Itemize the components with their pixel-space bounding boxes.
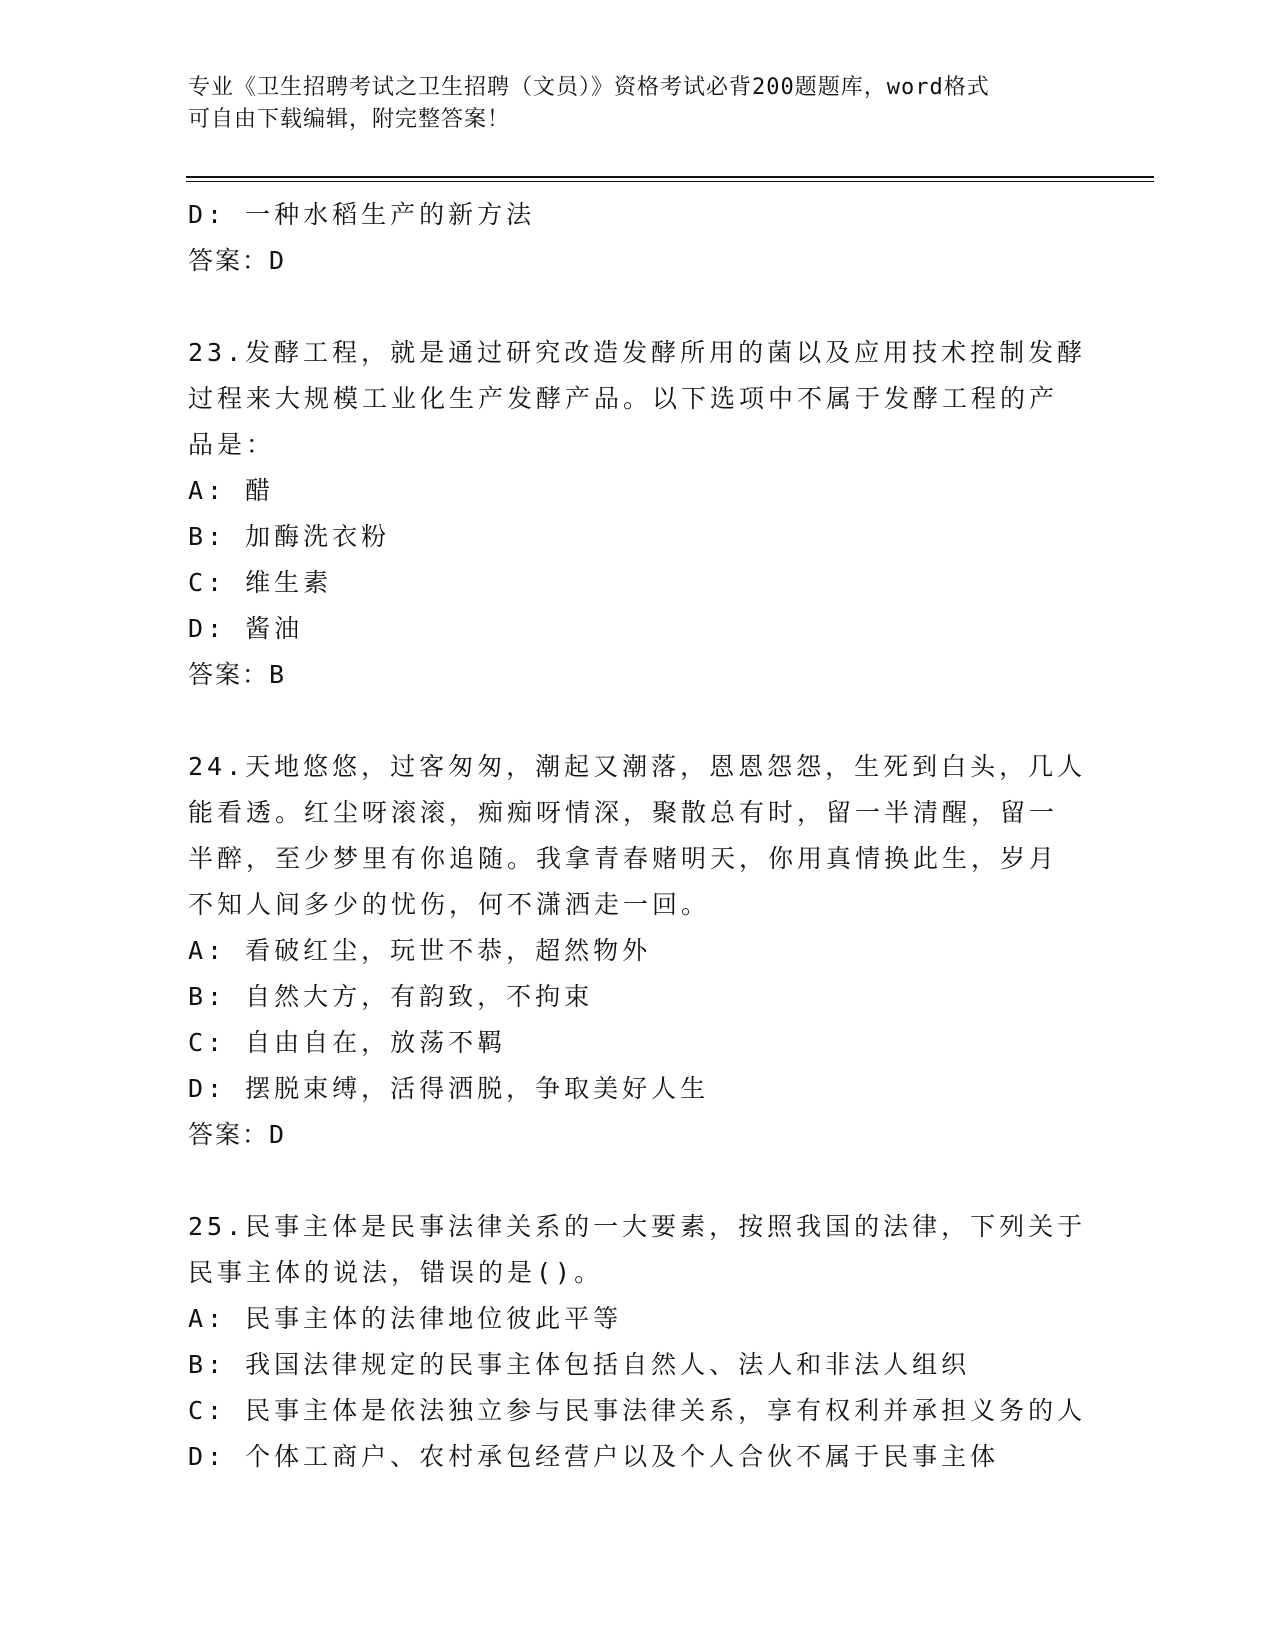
question-23 (188, 330, 1087, 698)
header-line-2: 可自由下载编辑，附完整答案！ (188, 107, 511, 132)
question-stem-line: 品是： (188, 430, 276, 459)
option-b: B: 自然大方，有韵致，不拘束 (188, 982, 594, 1011)
question-stem-line: 过程来大规模工业化生产发酵产品。以下选项中不属于发酵工程的产 (188, 384, 1059, 413)
answer-line: 答案：D (188, 246, 287, 275)
question-stem-line: 25.民事主体是民事法律关系的一大要素，按照我国的法律，下列关于 (188, 1212, 1087, 1241)
question-stem-line: 不知人间多少的忧伤，何不潇洒走一回。 (188, 890, 711, 919)
question-stem-line: 24.天地悠悠，过客匆匆，潮起又潮落，恩恩怨怨，生死到白头，几人 (188, 752, 1087, 781)
option-c: C: 民事主体是依法独立参与民事法律关系，享有权利并承担义务的人 (188, 1396, 1087, 1425)
option-d: D: 摆脱束缚，活得洒脱，争取美好人生 (188, 1074, 710, 1103)
header-line-1: 专业《卫生招聘考试之卫生招聘（文员）》资格考试必背200题题库，word格式 (188, 75, 990, 100)
header-divider-thick (186, 176, 1154, 178)
option-a: A: 民事主体的法律地位彼此平等 (188, 1304, 623, 1333)
option-a: A: 看破红尘，玩世不恭，超然物外 (188, 936, 652, 965)
question-stem-line: 民事主体的说法，错误的是()。 (188, 1258, 604, 1287)
answer-line: 答案：B (188, 660, 287, 689)
option-c: C: 自由自在，放荡不羁 (188, 1028, 507, 1057)
option-a: A: 醋 (188, 476, 275, 505)
option-d: D: 酱油 (188, 614, 304, 643)
option-d: D: 一种水稻生产的新方法 (188, 200, 536, 229)
previous-question-tail (188, 192, 1078, 284)
option-d: D: 个体工商户、农村承包经营户以及个人合伙不属于民事主体 (188, 1442, 1000, 1471)
option-b: B: 加酶洗衣粉 (188, 522, 391, 551)
question-stem-line: 能看透。红尘呀滚滚，痴痴呀情深，聚散总有时，留一半清醒，留一 (188, 798, 1059, 827)
question-25 (188, 1204, 1087, 1480)
document-header (188, 72, 1068, 136)
question-24 (188, 744, 1087, 1158)
document-body (188, 192, 1087, 1480)
answer-line: 答案：D (188, 1120, 287, 1149)
header-divider-thin (186, 181, 1154, 182)
question-stem-line: 半醉，至少梦里有你追随。我拿青春赌明天，你用真情换此生，岁月 (188, 844, 1059, 873)
question-stem-line: 23.发酵工程，就是通过研究改造发酵所用的菌以及应用技术控制发酵 (188, 338, 1087, 367)
option-c: C: 维生素 (188, 568, 333, 597)
option-b: B: 我国法律规定的民事主体包括自然人、法人和非法人组织 (188, 1350, 971, 1379)
